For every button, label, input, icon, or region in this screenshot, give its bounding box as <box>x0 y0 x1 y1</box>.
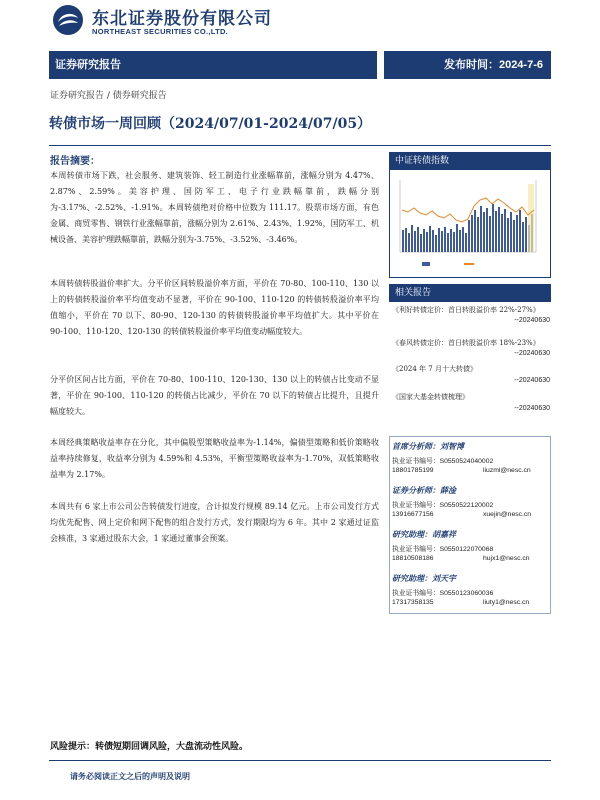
analyst-email[interactable]: xuejin@nesc.cn <box>483 511 532 518</box>
page-title: 转债市场一周回顾（2024/07/01-2024/07/05） <box>49 116 372 132</box>
volume-bars <box>402 204 533 252</box>
analyst-role: 证券分析师：薛淦 <box>392 486 456 495</box>
risk-warning: 风险提示：转债短期回调风险，大盘流动性风险。 <box>50 742 249 752</box>
report-category-banner <box>49 51 377 79</box>
related-report-date: --20240630 <box>514 405 550 412</box>
analyst-phone: 18801785199 <box>392 467 434 474</box>
analyst-cert: 执业证书编号：S0550522120002 <box>392 502 494 509</box>
analyst-phone: 18810508186 <box>392 555 434 562</box>
analyst-phone: 17317358135 <box>392 599 434 606</box>
index-chart <box>389 170 551 278</box>
company-logo <box>52 4 292 38</box>
analyst-phone: 13916677156 <box>392 511 434 518</box>
summary-paragraph: 本周转债市场下跌，社会服务、建筑装饰、轻工制造行业涨幅靠前，涨幅分别为 4.47%、2.87%、2.59%。美容护理、国防军工、电子行业跌幅靠前，跌幅分别为-3.17%、-2.52%、-1.91%。本周转债绝对价格中位数为 111.17。股票市场方面，有色金属、商贸零售、钢铁行业涨幅靠前，涨幅分别为 2.61%、2.43%、1.92%，国防军工、机械设备、美容护理跌幅靠前，跌幅分别为-3.75%、-3.52%、-3.46%。 <box>50 171 379 244</box>
analyst-cert: 执业证书编号：S0550524040002 <box>392 458 494 465</box>
summary-heading: 报告摘要： <box>50 156 100 167</box>
analyst-cert: 执业证书编号：S0550122070068 <box>392 546 494 553</box>
summary-paragraph: 本周共有 6 家上市公司公告转债发行进度，合计拟发行规模 89.14 亿元。上市公司发行方式均优先配售、网上定价和网下配售的组合发行方式，发行期限均为 6 年。其中 2 家通过证监会核准，3 家通过股东大会，1 家通过董事会预案。 <box>50 502 379 543</box>
related-report-date: --20240630 <box>514 377 550 384</box>
analyst-email[interactable]: liuty1@nesc.cn <box>483 599 530 606</box>
company-name-cn: 东北证券股份有限公司 <box>92 9 272 29</box>
chart-heading: 中证转债指数 <box>389 152 551 170</box>
analyst-cert: 执业证书编号：S0550123060036 <box>392 590 494 597</box>
publish-date-banner <box>384 51 551 79</box>
analyst-role: 研究助理：刘天宇 <box>392 574 456 583</box>
related-report-date: --20240630 <box>514 317 550 324</box>
analyst-role: 首席分析师：刘智博 <box>392 442 464 451</box>
publish-date: 发布时间：2024-7-6 <box>443 59 543 71</box>
analyst-role: 研究助理：胡嘉祥 <box>392 530 456 539</box>
footer-divider <box>49 760 551 761</box>
related-report-link[interactable]: 《春风转债定价：首日转股溢价率 18%-23%》 <box>392 339 540 347</box>
company-name-en: NORTHEAST SECURITIES CO.,LTD. <box>92 27 229 36</box>
analyst-email[interactable]: liuzml@nesc.cn <box>483 467 531 474</box>
company-logo-icon <box>52 4 84 36</box>
summary-paragraph: 本周转债转股溢价率扩大。分平价区间转股溢价率方面，平价在 70-80、100-110、130 以上的转债转股溢价率平均值变动不显著，平价在 90-100、110-120 的转债转股溢价率平均值缩小，平价在 70 以下、80-90、120-130 的转债转股溢价率平均值扩大。其中平价在 90-100、110-120、120-130 的转债转股溢价率平均值变动幅度较大。 <box>50 279 379 336</box>
related-report-link[interactable]: 《利好转债定价：首日转股溢价率 22%-27%》 <box>392 306 540 314</box>
analyst-email[interactable]: hujx1@nesc.cn <box>483 555 530 562</box>
index-chart-svg <box>390 170 552 278</box>
summary-paragraph: 分平价区间占比方面，平价在 70-80、100-110、120-130、130 以上的转债占比变动不显著，平价在 90-100、110-120 的转债占比减少，平价在 70 以下的转债占比提升，且提升幅度较大。 <box>50 375 379 416</box>
related-report-date: --20240630 <box>514 350 550 357</box>
summary-paragraph: 本周经典策略收益率存在分化，其中偏股型策略收益率为-1.14%，偏债型策略和低价策略收益率持续修复，收益率分别为 4.59%和 4.53%，平衡型策略收益率为-1.70%，双低策略收益率为 2.17%。 <box>50 438 379 479</box>
related-report-link[interactable]: 《2024 年 7 月十大转债》 <box>392 365 477 373</box>
breadcrumb: 证券研究报告 / 债券研究报告 <box>50 91 167 101</box>
report-category: 证券研究报告 <box>55 58 121 71</box>
footer-disclaimer[interactable]: 请务必阅读正文之后的声明及说明 <box>70 772 190 781</box>
title-divider <box>49 145 551 146</box>
related-reports-heading: 相关报告 <box>389 284 551 302</box>
related-report-link[interactable]: 《国家大基金转债梳理》 <box>392 393 469 401</box>
index-line <box>402 198 534 222</box>
